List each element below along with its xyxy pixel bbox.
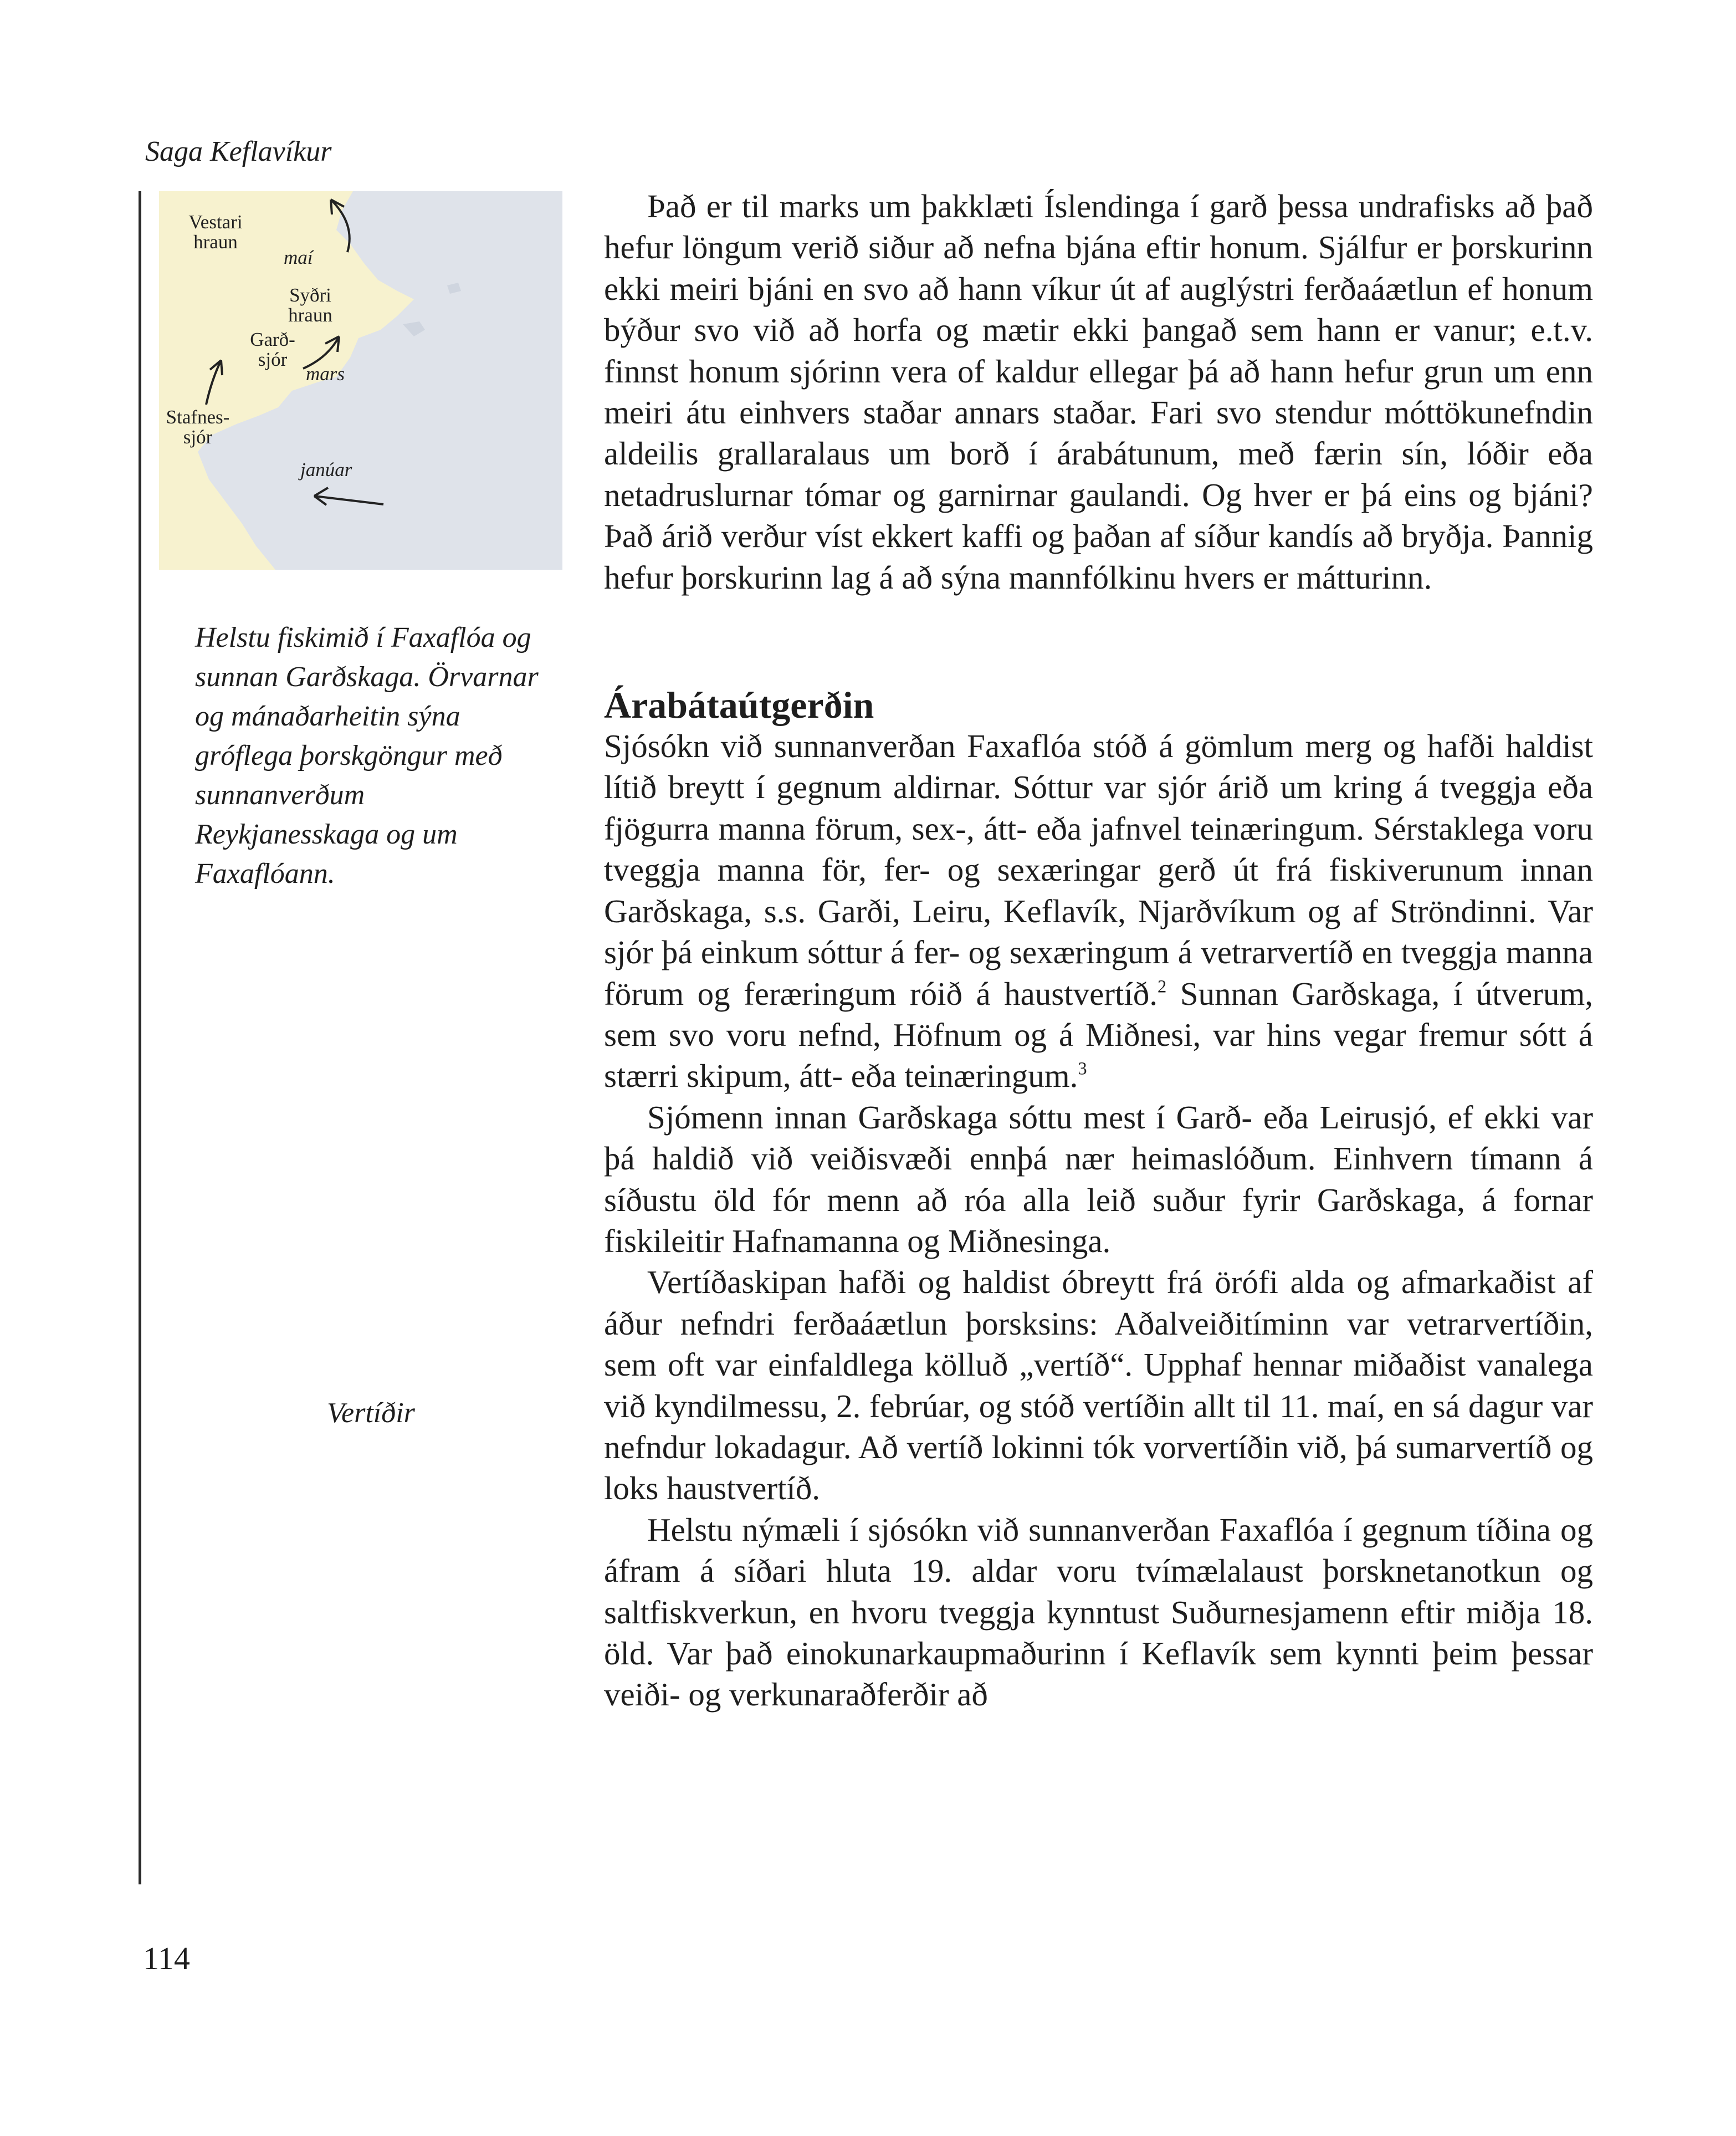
- section-heading: Árabátaútgerðin: [604, 684, 874, 727]
- map-month-januar: janúar: [300, 459, 352, 481]
- section-paragraph-2: Sjómenn innan Garðskaga sóttu mest í Garð- eða Leirusjó, ef ekki var þá haldið við veiðisvæði ennþá nær heimaslóðum. Einhvern tímann á síðustu öld fór menn að róa alla leið suður fyrir Garðskaga, á fornar fiskileitir Hafnamanna og Miðnesinga.: [604, 1098, 1593, 1259]
- section-paragraph-1: [604, 725, 1593, 1097]
- arrow-mars-head: [325, 336, 339, 352]
- main-text-column: [604, 186, 1593, 1715]
- section-paragraph-3: Vertíðaskipan hafði og haldist óbreytt frá örófi alda og afmarkaðist af áður nefndri ferðaáætlun þorsksins: Aðalveiðitíminn var vetrarvertíðin, sem oft var einfaldlega kölluð „vertíð“. Upphaf hennar miðaðist vanalega við kyndilmessu, 2. febrúar, og stóð vertíðin allt til 11. maí, en sá dagur var nefndur lokadagur. Að vertíð lokinni tók vorvertíðin við, þá sumarvertíð og loks haustvertíð.: [604, 1264, 1593, 1507]
- map-label-sydri-hraun: Syðri hraun: [288, 284, 332, 326]
- section-paragraph-4: Helstu nýmæli í sjósókn við sunnanverðan Faxaflóa í gegnum tíðina og áfram á síðari hluta 19. aldar voru tvímælalaust þorsknetanotkun og saltfiskverkun, en hvoru tveggja kynntust Suðurnesjamenn eftir miðja 18. öld. Var það einokunarkaupmaðurinn í Keflavík sem kynnti þeim þessar veiði- og verkunaraðferðir að: [604, 1511, 1593, 1713]
- section-paragraph-1-part-b: Sunnan Garðskaga, í útverum, sem svo voru nefnd, Höfnum og á Miðnesi, var hins vegar fremur sótt á stærri skipum, átt- eða teinæringum.: [604, 975, 1593, 1095]
- map-month-mai: maí: [284, 247, 313, 268]
- map-month-mars: mars: [306, 363, 345, 385]
- page-number: 114: [143, 1940, 190, 1976]
- map-label-stafnessjor: Stafnes- sjór: [166, 406, 230, 448]
- running-head: Saga Keflavíkur: [145, 136, 332, 167]
- footnote-ref-2: 2: [1158, 976, 1167, 997]
- margin-rule: [139, 191, 141, 1884]
- map-label-vestari-hraun: Vestari hraun: [188, 211, 243, 253]
- margin-note-vertidir: Vertíðir: [327, 1397, 415, 1429]
- section-paragraph-1-part-a: Sjósókn við sunnanverðan Faxaflóa stóð á gömlum merg og hafði haldist lítið breytt í gegnum aldirnar. Sóttur var sjór árið um kring á tveggja eða fjögurra manna förum, sex-, átt- eða jafnvel teinæringum. Sérstaklega voru tveggja manna för, fer- og sexæringar gerð út frá fiskiverunum innan Garðskaga, s.s. Garði, Leiru, Keflavík, Njarðvíkum og af Ströndinni. Var sjór þá einkum sóttur á fer- og sexæringum á vetrarvertíð en tveggja manna förum og feræringum róið á haustvertíð.: [604, 728, 1593, 1012]
- footnote-ref-3: 3: [1078, 1059, 1087, 1079]
- intro-paragraph: Það er til marks um þakklæti Íslendinga í garð þessa undrafisks að það hefur löngum verið siður að nefna bjána eftir honum. Sjálfur er þorskurinn ekki meiri bjáni en svo að hann víkur út af auglýstri ferðaáætlun ef honum býður svo við að horfa og mætir ekki þangað sem hann er vanur; e.t.v. finnst honum sjórinn vera of kaldur ellegar þá að hann hefur grun um enn meiri átu einhvers staðar annars staðar. Fari svo stendur móttökunefndin aldeilis grallaralaus um borð í árabátunum, með færin sín, lóðir eða netadruslurnar tómar og garnirnar gaulandi. Og hver er þá eins og bjáni? Það árið verður víst ekkert kaffi og þaðan af síður kandís að bryðja. Þannig hefur þorskurinn lag á að sýna mannfólkinu hvers er mátturinn.: [604, 188, 1593, 596]
- map-label-gardsjor: Garð- sjór: [250, 329, 295, 370]
- fishing-grounds-map: [159, 191, 562, 570]
- map-caption: Helstu fiskimið í Faxaflóa og sunnan Garðskaga. Örvarnar og mánaðarheitin sýna gróflega þorskgöngur með sunnanverðum Reykjanesskaga og um Faxaflóann.: [195, 622, 539, 890]
